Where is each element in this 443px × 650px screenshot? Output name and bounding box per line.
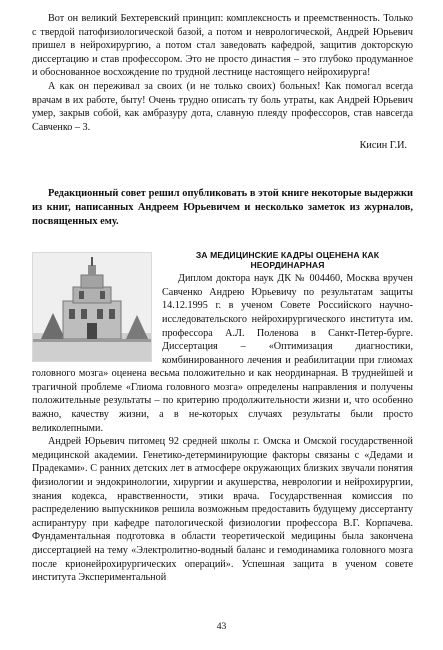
editorial-note: Редакционный совет решил опубликовать в этой книге некоторые выдержки из книг, написанных Андреем Юрьевичем и несколько заметок из журналов, посвященных ему. — [32, 188, 413, 227]
building-photo — [32, 252, 152, 362]
building-illustration — [33, 253, 151, 361]
paragraph: А как он переживал за своих (и не только своих) больных! Как помогал всегда врачам в их работе, быту! Очень трудно описать ту боль утраты, как Андрей Юрьевич умер, закрыв собой, как амбразуру дота, славную плеяду профессоров, став навсегда Савченко – 3. — [32, 80, 413, 133]
page-number: 43 — [216, 621, 227, 632]
paragraph: Вот он великий Бехтеревский принцип: комплексность и преемственность. Только с твердой патофизиологической базой, а потом и неврологической, Андрей Юрьевич пришел в нейрохирургию, а потом стал заведовать кафедрой, защитив докторскую диссертацию и став профессором. Это не просто династия – это глубоко продуманное и обоснованное восхождение по трудной лестнице настоящего нейрохирурга! — [32, 13, 413, 79]
article-paragraph: Андрей Юрьевич питомец 92 средней школы г. Омска и Омской государственной медицинской академии. Генетико-детерминирующие факторы связаны с «Дедами и Прадеками». С ранних детских лет в атмосфере окружающих близких звучали понятия физиологии и эндокринологии, хирургии и акушерства, неврологии и нейрохирургии, знания кодекса, нравственности, этики врача. Государственная комиссия по распределению выпускников решила возможным предоставить будущему диссертанту аспирантуру при кафедре патологической физиологии профессора В.Г. Корпачева. Фундаментальная подготовка в области теоретической медицины была закончена диссертацией на тему «Электролитно-водный баланс и гемодинамика головного мозга после крионейрохирургических операций». Успешная защита в ученом совете института Экспериментальной — [32, 436, 413, 584]
article-title: ЗА МЕДИЦИНСКИЕ КАДРЫ ОЦЕНЕНА КАК НЕОРДИНАРНАЯ — [195, 250, 380, 271]
author-signature: Кисин Г.И. — [359, 140, 407, 152]
article-paragraph: Диплом доктора наук ДК № 004460, Москва вручен Савченко Андрею Юрьевичу по результатам защиты 14.12.1995 г. в ученом Совете Российского научно-исследовательского нейрохирургического института им. профессора А.Л. Поленова в Санкт-Петер-бурге. Диссертация – «Оптимизация диагностики, комбинированного лечения и реабилитации при глиомах головного мозга» оценена весьма положительно и как неординарная. В труднейшей и трагичной проблеме «Глиома головного мозга» определены направления и получены положительные результаты – по критерию продолжительности жизни и, что особенно важно, качеству жизни, а в не-которых случаях результаты были просто великолепными. — [32, 273, 413, 434]
article-section — [32, 250, 413, 585]
